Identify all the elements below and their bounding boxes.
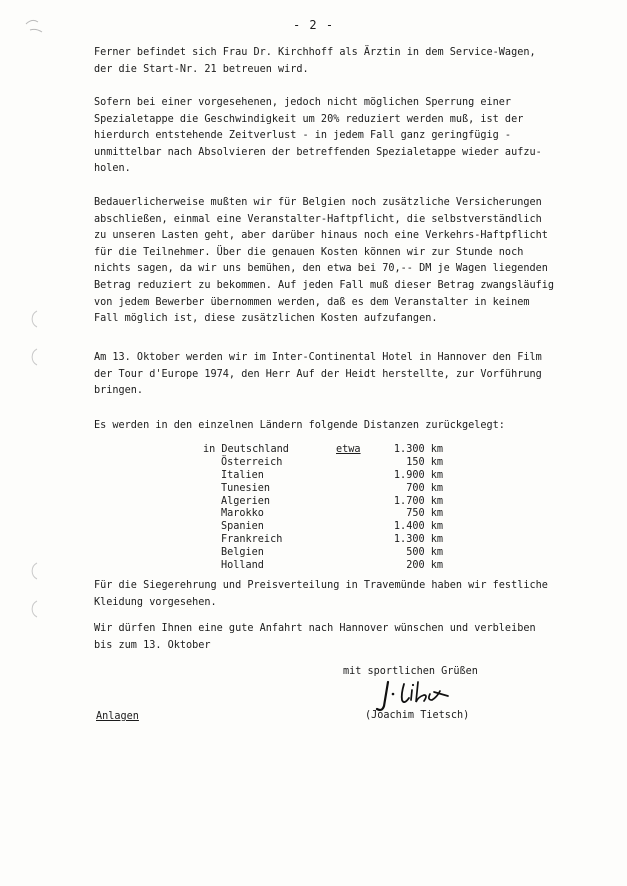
punch-hole-icon <box>21 308 43 330</box>
country-name: Holland <box>221 560 264 572</box>
enclosures-label: Anlagen <box>96 711 139 722</box>
table-row <box>203 560 443 573</box>
country-name: Spanien <box>221 521 264 533</box>
text-line: zu unseren Lasten geht, aber darüber hinaus noch eine Verkehrs-Haftpflicht <box>94 230 548 242</box>
text-line: der Tour d'Europe 1974, den Herr Auf der Heidt herstellte, zur Vorführung <box>94 368 542 380</box>
paragraph-award-ceremony <box>94 578 574 611</box>
country-name: Italien <box>221 469 264 481</box>
text-line: Betrag reduziert zu bekommen. Auf jeden Fall muß dieser Betrag zwangsläufig <box>94 279 555 291</box>
text-line: Es werden in den einzelnen Ländern folgende Distanzen zurückgelegt: <box>94 420 505 431</box>
text-line: Wir dürfen Ihnen eine gute Anfahrt nach Hannover wünschen und verbleiben <box>94 623 536 634</box>
paragraph-speed-reduction <box>94 95 574 178</box>
signature-icon <box>374 676 464 714</box>
table-row <box>203 444 443 457</box>
text-line: für die Teilnehmer. Über die genauen Kosten können wir zur Stunde noch <box>94 246 524 258</box>
text-line: Für die Siegerehrung und Preisverteilung in Travemünde haben wir festliche <box>94 580 548 591</box>
table-row <box>203 483 443 496</box>
country-name: Algerien <box>221 495 271 507</box>
country-name: Österreich <box>221 456 283 468</box>
distance-value: 200 km <box>406 560 443 572</box>
text-line: bis zum 13. Oktober <box>94 639 211 651</box>
country-name: Belgien <box>221 547 264 559</box>
page-number: - 2 - <box>292 18 335 32</box>
paragraph-film-screening <box>94 350 574 400</box>
paragraph-distances-intro <box>94 418 574 435</box>
approx-label: etwa <box>336 444 361 455</box>
text-line: Bedauerlicherweise mußten wir für Belgien noch zusätzliche Versicherungen <box>94 197 542 208</box>
country-name: Frankreich <box>221 534 283 546</box>
punch-hole-icon <box>21 560 43 582</box>
text-line: der die Start-Nr. 21 betreuen wird. <box>94 63 309 75</box>
text-line: hierdurch entstehende Zeitverlust - in jedem Fall ganz geringfügig - <box>94 130 512 142</box>
table-row <box>203 470 443 483</box>
distance-value: 750 km <box>406 508 443 520</box>
table-row <box>203 496 443 509</box>
distance-value: 1.700 km <box>393 495 443 507</box>
text-line: unmittelbar nach Absolvieren der betreffenden Spezialetappe wieder aufzu- <box>94 146 542 158</box>
paragraph-farewell <box>94 621 574 654</box>
distance-table <box>203 444 443 573</box>
table-row <box>203 521 443 534</box>
text-line: Spezialetappe die Geschwindigkeit um 20% reduziert werden muß, ist der <box>94 113 524 125</box>
distance-value: 1.300 km <box>393 534 443 546</box>
table-row <box>203 547 443 560</box>
signer-name: (Joachim Tietsch) <box>365 710 470 721</box>
distance-value: 1.300 km <box>393 444 443 455</box>
punch-hole-icon <box>21 346 43 368</box>
country-name: Marokko <box>221 508 264 520</box>
text-line: abschließen, einmal eine Veranstalter-Haftpflicht, die selbstverständlich <box>94 213 542 225</box>
distance-value: 1.900 km <box>393 469 443 481</box>
table-row <box>203 534 443 547</box>
closing-greeting: mit sportlichen Grüßen <box>343 666 478 677</box>
text-line: Ferner befindet sich Frau Dr. Kirchhoff als Ärztin in dem Service-Wagen, <box>94 47 536 58</box>
distance-value: 150 km <box>406 456 443 468</box>
table-row <box>203 457 443 470</box>
distance-value: 700 km <box>406 482 443 494</box>
paragraph-insurance <box>94 195 574 328</box>
table-row <box>203 508 443 521</box>
text-line: Kleidung vorgesehen. <box>94 596 217 608</box>
distance-value: 500 km <box>406 547 443 559</box>
text-line: bringen. <box>94 385 144 397</box>
text-line: Sofern bei einer vorgesehenen, jedoch nicht möglichen Sperrung einer <box>94 97 512 108</box>
text-line: holen. <box>94 163 131 175</box>
country-name: Tunesien <box>221 482 271 494</box>
paragraph-physician <box>94 45 574 78</box>
country-name: in Deutschland <box>203 444 289 455</box>
punch-hole-icon <box>21 598 43 620</box>
text-line: Am 13. Oktober werden wir im Inter-Continental Hotel in Hannover den Film <box>94 352 542 363</box>
text-line: Fall möglich ist, diese zusätzlichen Kosten aufzufangen. <box>94 313 438 325</box>
text-line: nichts sagen, da wir uns bemühen, den etwa bei 70,-- DM je Wagen liegenden <box>94 263 548 275</box>
text-line: von jedem Bewerber übernommen werden, daß es dem Veranstalter in keinem <box>94 296 530 308</box>
distance-value: 1.400 km <box>393 521 443 533</box>
